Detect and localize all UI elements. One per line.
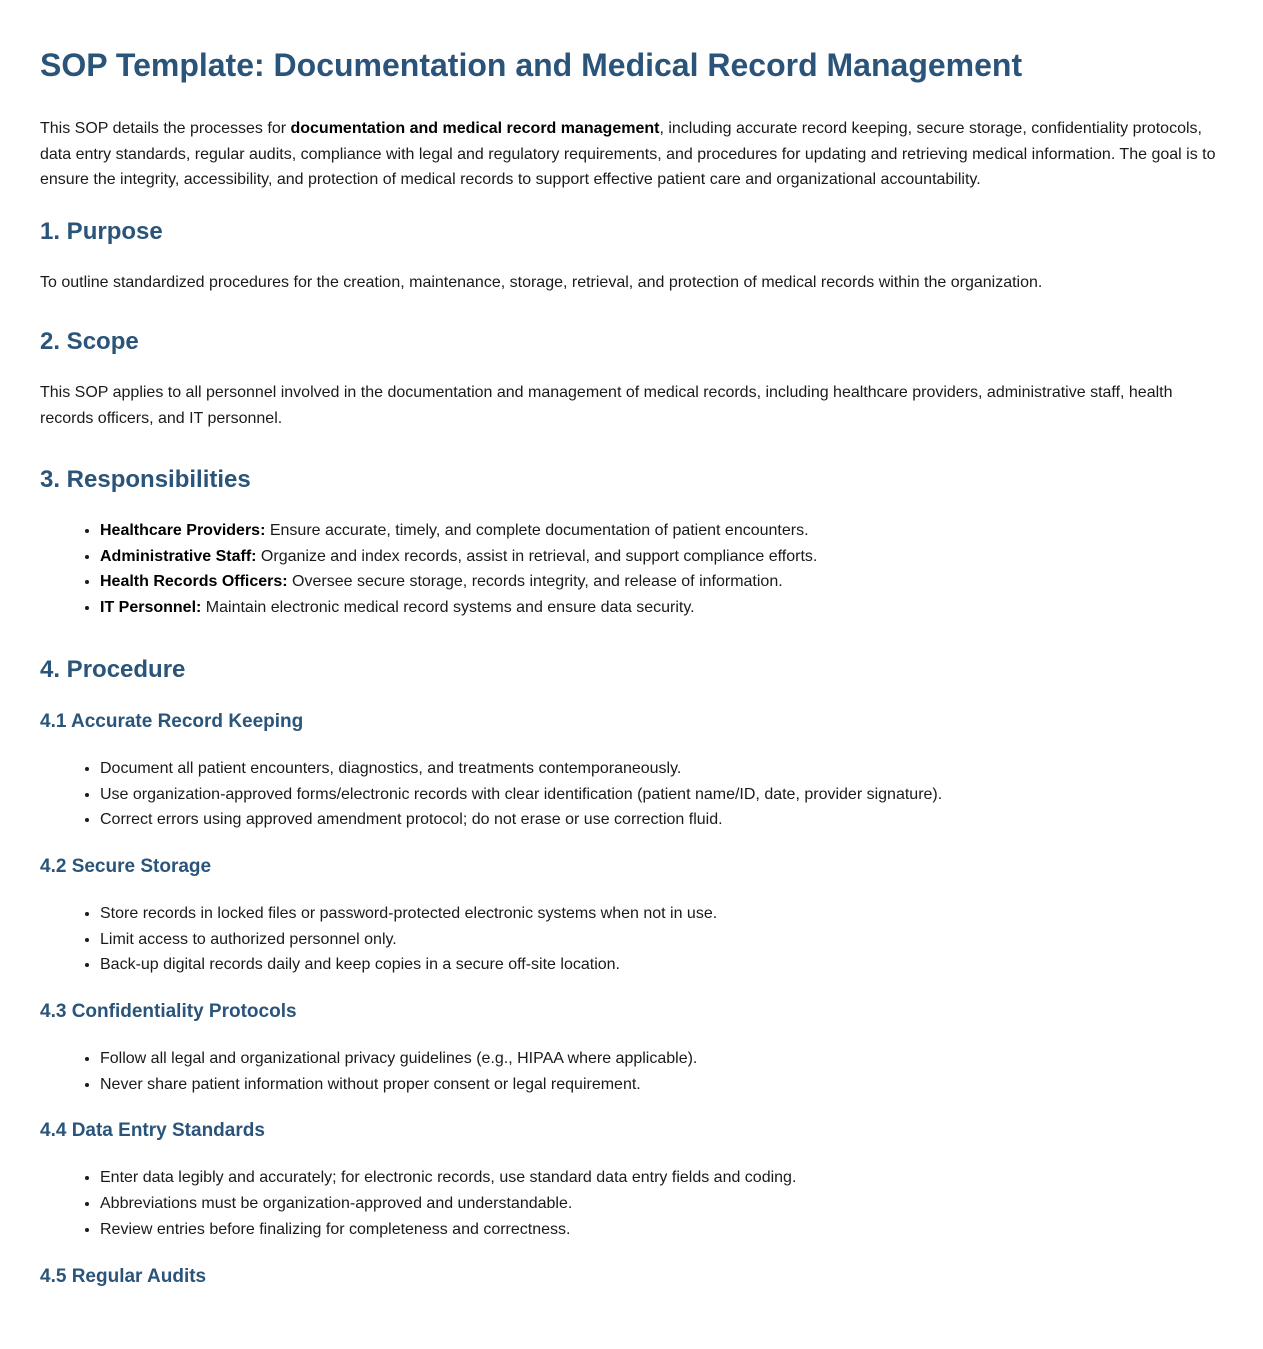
list-item: • Review entries before finalizing for completeness and correctness. (100, 1217, 1223, 1243)
purpose-heading: 1. Purpose (40, 217, 163, 245)
section-4-4-heading: 4.4 Data Entry Standards (40, 1120, 265, 1142)
list-item: • Follow all legal and organizational privacy guidelines (e.g., HIPAA where applicable). (100, 1046, 1223, 1072)
role-label: Health Records Officers: (100, 573, 288, 591)
list-item: • Never share patient information without proper consent or legal requirement. (100, 1072, 1223, 1098)
responsibilities-heading: 3. Responsibilities (40, 466, 251, 493)
purpose-text: To outline standardized procedures for the creation, maintenance, storage, retrieval, and protection of medical records within the organization. (40, 273, 1043, 291)
list-item (100, 595, 1223, 621)
section-4-1-heading: 4.1 Accurate Record Keeping (40, 710, 304, 732)
list-item (100, 544, 1223, 570)
section-4-2-list (40, 901, 1223, 978)
role-label: Administrative Staff: (100, 547, 257, 565)
section-4-3-list (40, 1046, 1223, 1097)
intro-paragraph (40, 116, 1223, 193)
list-item: • Back-up digital records daily and keep copies in a secure off-site location. (100, 952, 1223, 978)
intro-bold: documentation and medical record management (290, 120, 660, 137)
procedure-heading: 4. Procedure (40, 655, 186, 683)
section-4-3-heading: 4.3 Confidentiality Protocols (40, 1001, 297, 1023)
section-4-2-heading: 4.2 Secure Storage (40, 855, 212, 877)
role-text: Organize and index records, assist in retrieval, and support compliance efforts. (256, 547, 818, 565)
role-label: Healthcare Providers: (100, 522, 266, 539)
role-text: Oversee secure storage, records integrity, and release of information. (287, 573, 783, 591)
scope-heading: 2. Scope (40, 328, 139, 355)
role-text: Ensure accurate, timely, and complete documentation of patient encounters. (265, 522, 809, 539)
responsibilities-list (40, 518, 1223, 621)
intro-prefix: This SOP details the processes for (40, 120, 291, 137)
role-label: IT Personnel: (100, 599, 202, 617)
list-item: • Use organization-approved forms/electronic records with clear identification (patient name/ID, date, provider signature). (100, 782, 1223, 808)
page-title: SOP Template: Documentation and Medical Record Management (40, 47, 1023, 83)
list-item (100, 518, 1223, 544)
list-item: • Correct errors using approved amendment protocol; do not erase or use correction fluid. (100, 807, 1223, 833)
list-item: • Enter data legibly and accurately; for electronic records, use standard data entry fields and coding. (100, 1165, 1223, 1191)
list-item: • Store records in locked files or password-protected electronic systems when not in use. (100, 901, 1223, 927)
list-item (100, 569, 1223, 595)
role-text: Maintain electronic medical record systems and ensure data security. (201, 599, 695, 617)
list-item: • Document all patient encounters, diagnostics, and treatments contemporaneously. (100, 756, 1223, 782)
list-item: • Abbreviations must be organization-approved and understandable. (100, 1191, 1223, 1217)
section-4-5-heading: 4.5 Regular Audits (40, 1265, 207, 1287)
scope-text: This SOP applies to all personnel involved in the documentation and management of medical records, including healthcare providers, administrative staff, health records officers, and IT personnel. (40, 384, 1173, 427)
intro-suffix: , including accurate record keeping, secure storage, confidentiality protocols, data entry standards, regular audits, compliance with legal and regulatory requirements, and procedures for updating and retrieving medical information. The goal is to ensure the integrity, accessibility, and protection of medical records to support effective patient care and organizational accountability. (40, 120, 1216, 188)
section-4-4-list (40, 1165, 1223, 1242)
section-4-1-list (40, 756, 1223, 833)
list-item: • Limit access to authorized personnel only. (100, 927, 1223, 953)
